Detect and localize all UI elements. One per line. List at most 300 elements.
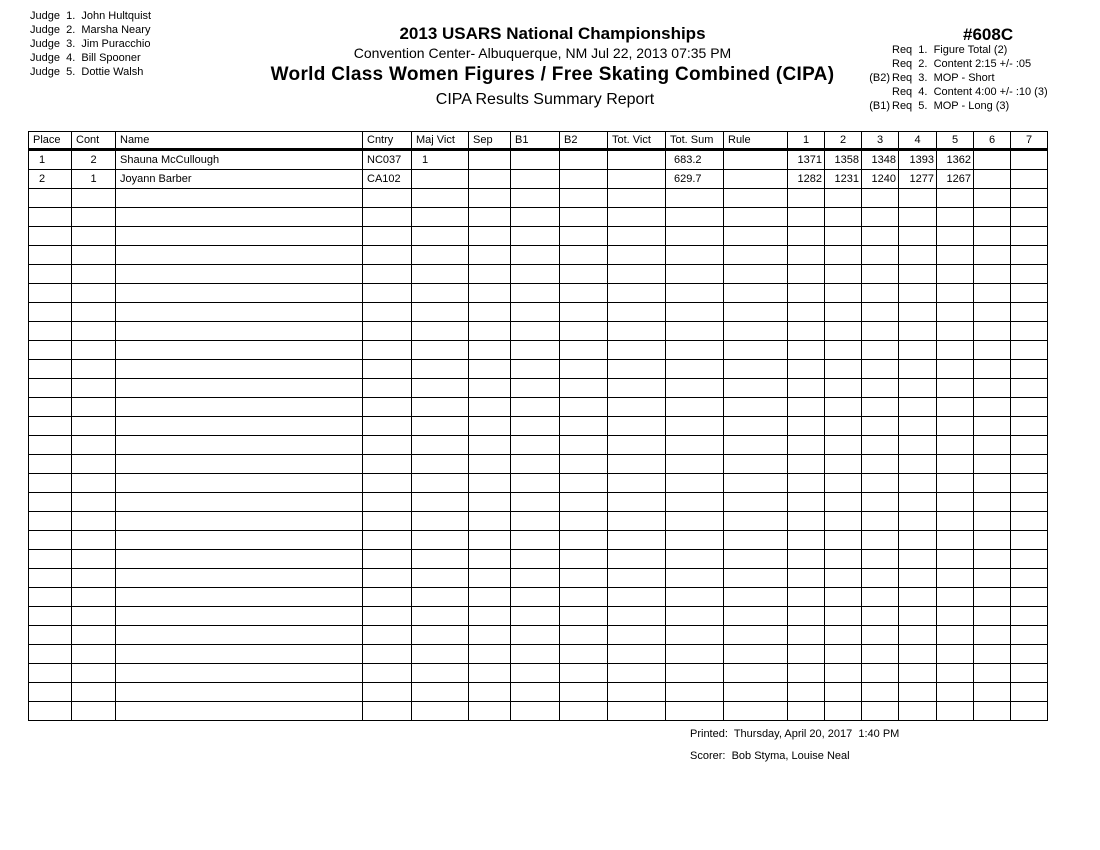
empty-cell (825, 265, 862, 284)
empty-cell (724, 702, 788, 721)
empty-cell (29, 246, 72, 265)
empty-cell (974, 512, 1011, 531)
empty-cell (724, 664, 788, 683)
empty-cell (937, 702, 974, 721)
empty-cell (788, 265, 825, 284)
cell-tot-sum: 683.2 (666, 150, 724, 170)
empty-cell (412, 417, 469, 436)
empty-cell (862, 417, 899, 436)
table-row-empty (29, 303, 1048, 322)
event-title: World Class Women Figures / Free Skating Combined (CIPA) (270, 64, 835, 85)
empty-cell (72, 208, 116, 227)
empty-cell (412, 493, 469, 512)
empty-cell (724, 341, 788, 360)
empty-cell (72, 417, 116, 436)
empty-cell (29, 227, 72, 246)
empty-cell (412, 227, 469, 246)
empty-cell (899, 417, 937, 436)
table-row-empty (29, 265, 1048, 284)
empty-cell (29, 208, 72, 227)
empty-cell (788, 664, 825, 683)
empty-cell (511, 265, 560, 284)
empty-cell (469, 455, 511, 474)
empty-cell (899, 341, 937, 360)
table-row-empty (29, 550, 1048, 569)
empty-cell (29, 569, 72, 588)
empty-cell (608, 531, 666, 550)
table-row-empty (29, 683, 1048, 702)
empty-cell (666, 246, 724, 265)
empty-cell (724, 303, 788, 322)
empty-cell (511, 455, 560, 474)
empty-cell (412, 341, 469, 360)
empty-cell (72, 322, 116, 341)
empty-cell (363, 455, 412, 474)
empty-cell (608, 550, 666, 569)
empty-cell (608, 683, 666, 702)
col-cntry: Cntry (363, 132, 412, 150)
requirement-4: Req 4. Content 4:00 +/- :10 (3) (892, 86, 1048, 98)
empty-cell (899, 626, 937, 645)
empty-cell (974, 246, 1011, 265)
table-row-empty (29, 208, 1048, 227)
empty-cell (899, 379, 937, 398)
empty-cell (412, 474, 469, 493)
empty-cell (469, 474, 511, 493)
col-b1: B1 (511, 132, 560, 150)
empty-cell (1011, 379, 1048, 398)
empty-cell (412, 702, 469, 721)
empty-cell (363, 227, 412, 246)
table-row-empty (29, 189, 1048, 208)
empty-cell (974, 683, 1011, 702)
empty-cell (116, 398, 363, 417)
empty-cell (974, 455, 1011, 474)
empty-cell (116, 588, 363, 607)
empty-cell (363, 531, 412, 550)
empty-cell (1011, 303, 1048, 322)
empty-cell (937, 379, 974, 398)
empty-cell (788, 683, 825, 702)
empty-cell (862, 360, 899, 379)
cell-judge-3: 1348 (862, 150, 899, 170)
empty-cell (469, 607, 511, 626)
empty-cell (788, 208, 825, 227)
empty-cell (469, 417, 511, 436)
empty-cell (560, 322, 608, 341)
empty-cell (608, 208, 666, 227)
empty-cell (724, 531, 788, 550)
empty-cell (1011, 512, 1048, 531)
empty-cell (862, 265, 899, 284)
empty-cell (511, 303, 560, 322)
empty-cell (29, 341, 72, 360)
empty-cell (825, 512, 862, 531)
empty-cell (560, 398, 608, 417)
empty-cell (724, 455, 788, 474)
empty-cell (862, 227, 899, 246)
empty-cell (72, 436, 116, 455)
table-header-row (29, 132, 1048, 150)
empty-cell (72, 227, 116, 246)
empty-cell (724, 474, 788, 493)
empty-cell (511, 474, 560, 493)
empty-cell (560, 664, 608, 683)
empty-cell (363, 379, 412, 398)
empty-cell (469, 626, 511, 645)
col-judge-3: 3 (862, 132, 899, 150)
empty-cell (560, 265, 608, 284)
empty-cell (666, 626, 724, 645)
empty-cell (862, 493, 899, 512)
empty-cell (363, 607, 412, 626)
empty-cell (788, 474, 825, 493)
empty-cell (666, 417, 724, 436)
empty-cell (412, 683, 469, 702)
empty-cell (899, 664, 937, 683)
empty-cell (72, 379, 116, 398)
location-datetime: Convention Center- Albuquerque, NM Jul 22, 2013 07:35 PM (353, 45, 732, 61)
empty-cell (862, 550, 899, 569)
empty-cell (608, 341, 666, 360)
empty-cell (862, 322, 899, 341)
empty-cell (363, 550, 412, 569)
cell-name: Joyann Barber (116, 170, 363, 189)
empty-cell (363, 569, 412, 588)
empty-cell (666, 455, 724, 474)
empty-cell (116, 246, 363, 265)
empty-cell (116, 607, 363, 626)
empty-cell (412, 436, 469, 455)
empty-cell (788, 626, 825, 645)
empty-cell (511, 683, 560, 702)
empty-cell (974, 569, 1011, 588)
empty-cell (560, 360, 608, 379)
event-number: #608C (963, 25, 1014, 44)
empty-cell (862, 246, 899, 265)
empty-cell (511, 246, 560, 265)
cell-judge-4: 1393 (899, 150, 937, 170)
empty-cell (899, 550, 937, 569)
empty-cell (974, 417, 1011, 436)
cell-rule (724, 150, 788, 170)
empty-cell (666, 664, 724, 683)
empty-cell (825, 436, 862, 455)
empty-cell (116, 189, 363, 208)
cell-place: 2 (29, 170, 72, 189)
empty-cell (29, 436, 72, 455)
empty-cell (363, 303, 412, 322)
empty-cell (560, 284, 608, 303)
empty-cell (560, 569, 608, 588)
col-judge-4: 4 (899, 132, 937, 150)
table-row-empty (29, 455, 1048, 474)
empty-cell (608, 417, 666, 436)
empty-cell (29, 360, 72, 379)
empty-cell (724, 246, 788, 265)
cell-judge-5: 1267 (937, 170, 974, 189)
empty-cell (363, 360, 412, 379)
empty-cell (29, 455, 72, 474)
empty-cell (608, 379, 666, 398)
empty-cell (974, 189, 1011, 208)
col-tot-sum: Tot. Sum (666, 132, 724, 150)
empty-cell (116, 379, 363, 398)
empty-cell (825, 379, 862, 398)
empty-cell (937, 208, 974, 227)
empty-cell (469, 189, 511, 208)
empty-cell (666, 360, 724, 379)
empty-cell (511, 360, 560, 379)
empty-cell (724, 512, 788, 531)
cell-tot-vict (608, 170, 666, 189)
empty-cell (825, 360, 862, 379)
empty-cell (788, 284, 825, 303)
empty-cell (29, 702, 72, 721)
empty-cell (511, 626, 560, 645)
empty-cell (29, 398, 72, 417)
empty-cell (412, 607, 469, 626)
empty-cell (72, 531, 116, 550)
empty-cell (899, 322, 937, 341)
empty-cell (72, 303, 116, 322)
table-row (29, 170, 1048, 189)
empty-cell (608, 493, 666, 512)
empty-cell (974, 227, 1011, 246)
empty-cell (666, 645, 724, 664)
empty-cell (116, 550, 363, 569)
table-row-empty (29, 702, 1048, 721)
empty-cell (1011, 645, 1048, 664)
empty-cell (937, 341, 974, 360)
empty-cell (862, 683, 899, 702)
table-row-empty (29, 569, 1048, 588)
empty-cell (937, 683, 974, 702)
empty-cell (72, 341, 116, 360)
empty-cell (937, 626, 974, 645)
empty-cell (825, 683, 862, 702)
empty-cell (363, 474, 412, 493)
empty-cell (788, 379, 825, 398)
empty-cell (116, 664, 363, 683)
empty-cell (937, 607, 974, 626)
empty-cell (469, 322, 511, 341)
empty-cell (666, 531, 724, 550)
empty-cell (560, 550, 608, 569)
empty-cell (937, 512, 974, 531)
cell-judge-7 (1011, 170, 1048, 189)
empty-cell (29, 607, 72, 626)
empty-cell (724, 493, 788, 512)
empty-cell (899, 246, 937, 265)
empty-cell (29, 512, 72, 531)
empty-cell (72, 189, 116, 208)
empty-cell (825, 341, 862, 360)
empty-cell (363, 341, 412, 360)
empty-cell (511, 588, 560, 607)
cell-judge-2: 1358 (825, 150, 862, 170)
empty-cell (899, 284, 937, 303)
empty-cell (469, 436, 511, 455)
empty-cell (974, 436, 1011, 455)
empty-cell (825, 626, 862, 645)
empty-cell (608, 303, 666, 322)
col-judge-6: 6 (974, 132, 1011, 150)
cell-tot-vict (608, 150, 666, 170)
empty-cell (608, 607, 666, 626)
cell-b2 (560, 150, 608, 170)
empty-cell (469, 664, 511, 683)
empty-cell (788, 569, 825, 588)
empty-cell (899, 303, 937, 322)
empty-cell (862, 702, 899, 721)
empty-cell (608, 664, 666, 683)
empty-cell (469, 550, 511, 569)
empty-cell (862, 531, 899, 550)
empty-cell (666, 607, 724, 626)
empty-cell (974, 645, 1011, 664)
empty-cell (666, 436, 724, 455)
empty-cell (469, 246, 511, 265)
empty-cell (788, 227, 825, 246)
empty-cell (899, 227, 937, 246)
col-name: Name (116, 132, 363, 150)
empty-cell (1011, 683, 1048, 702)
empty-cell (724, 550, 788, 569)
empty-cell (29, 645, 72, 664)
empty-cell (788, 189, 825, 208)
empty-cell (608, 702, 666, 721)
table-row-empty (29, 474, 1048, 493)
empty-cell (608, 569, 666, 588)
empty-cell (29, 588, 72, 607)
empty-cell (116, 702, 363, 721)
empty-cell (937, 531, 974, 550)
cell-sep (469, 170, 511, 189)
empty-cell (412, 664, 469, 683)
empty-cell (29, 265, 72, 284)
empty-cell (899, 531, 937, 550)
empty-cell (469, 341, 511, 360)
empty-cell (862, 588, 899, 607)
empty-cell (974, 588, 1011, 607)
table-row-empty (29, 341, 1048, 360)
empty-cell (412, 645, 469, 664)
requirement-2: Req 2. Content 2:15 +/- :05 (892, 58, 1032, 70)
empty-cell (116, 645, 363, 664)
empty-cell (469, 512, 511, 531)
empty-cell (862, 208, 899, 227)
empty-cell (608, 436, 666, 455)
empty-cell (788, 702, 825, 721)
empty-cell (937, 360, 974, 379)
empty-cell (72, 664, 116, 683)
empty-cell (412, 379, 469, 398)
empty-cell (974, 702, 1011, 721)
cell-cont: 1 (72, 170, 116, 189)
empty-cell (666, 550, 724, 569)
empty-cell (363, 284, 412, 303)
empty-cell (788, 645, 825, 664)
table-row-empty (29, 607, 1048, 626)
empty-cell (974, 379, 1011, 398)
results-table (28, 131, 1048, 721)
empty-cell (788, 322, 825, 341)
empty-cell (1011, 436, 1048, 455)
empty-cell (72, 588, 116, 607)
empty-cell (72, 645, 116, 664)
empty-cell (72, 550, 116, 569)
empty-cell (937, 322, 974, 341)
empty-cell (666, 208, 724, 227)
empty-cell (825, 645, 862, 664)
empty-cell (363, 398, 412, 417)
empty-cell (788, 398, 825, 417)
cell-b2 (560, 170, 608, 189)
empty-cell (825, 227, 862, 246)
empty-cell (560, 379, 608, 398)
empty-cell (937, 550, 974, 569)
empty-cell (974, 303, 1011, 322)
empty-cell (469, 645, 511, 664)
empty-cell (974, 284, 1011, 303)
empty-cell (1011, 664, 1048, 683)
empty-cell (937, 417, 974, 436)
empty-cell (72, 474, 116, 493)
empty-cell (29, 683, 72, 702)
empty-cell (511, 607, 560, 626)
empty-cell (862, 303, 899, 322)
judge-1: Judge 1. John Hultquist (30, 10, 152, 22)
empty-cell (1011, 607, 1048, 626)
empty-cell (560, 512, 608, 531)
empty-cell (937, 246, 974, 265)
empty-cell (511, 227, 560, 246)
empty-cell (825, 208, 862, 227)
empty-cell (511, 189, 560, 208)
empty-cell (974, 341, 1011, 360)
empty-cell (511, 550, 560, 569)
empty-cell (937, 474, 974, 493)
empty-cell (724, 683, 788, 702)
empty-cell (29, 189, 72, 208)
cell-judge-1: 1282 (788, 170, 825, 189)
empty-cell (724, 588, 788, 607)
empty-cell (974, 360, 1011, 379)
table-row-empty (29, 379, 1048, 398)
empty-cell (862, 436, 899, 455)
empty-cell (363, 417, 412, 436)
col-judge-7: 7 (1011, 132, 1048, 150)
empty-cell (899, 512, 937, 531)
empty-cell (666, 493, 724, 512)
empty-cell (560, 246, 608, 265)
empty-cell (469, 208, 511, 227)
empty-cell (1011, 246, 1048, 265)
empty-cell (560, 208, 608, 227)
empty-cell (412, 550, 469, 569)
empty-cell (937, 303, 974, 322)
empty-cell (974, 265, 1011, 284)
judge-2: Judge 2. Marsha Neary (30, 24, 151, 36)
empty-cell (1011, 398, 1048, 417)
empty-cell (1011, 455, 1048, 474)
cell-b1 (511, 150, 560, 170)
table-row-empty (29, 512, 1048, 531)
table-row-empty (29, 645, 1048, 664)
empty-cell (788, 360, 825, 379)
empty-cell (974, 493, 1011, 512)
